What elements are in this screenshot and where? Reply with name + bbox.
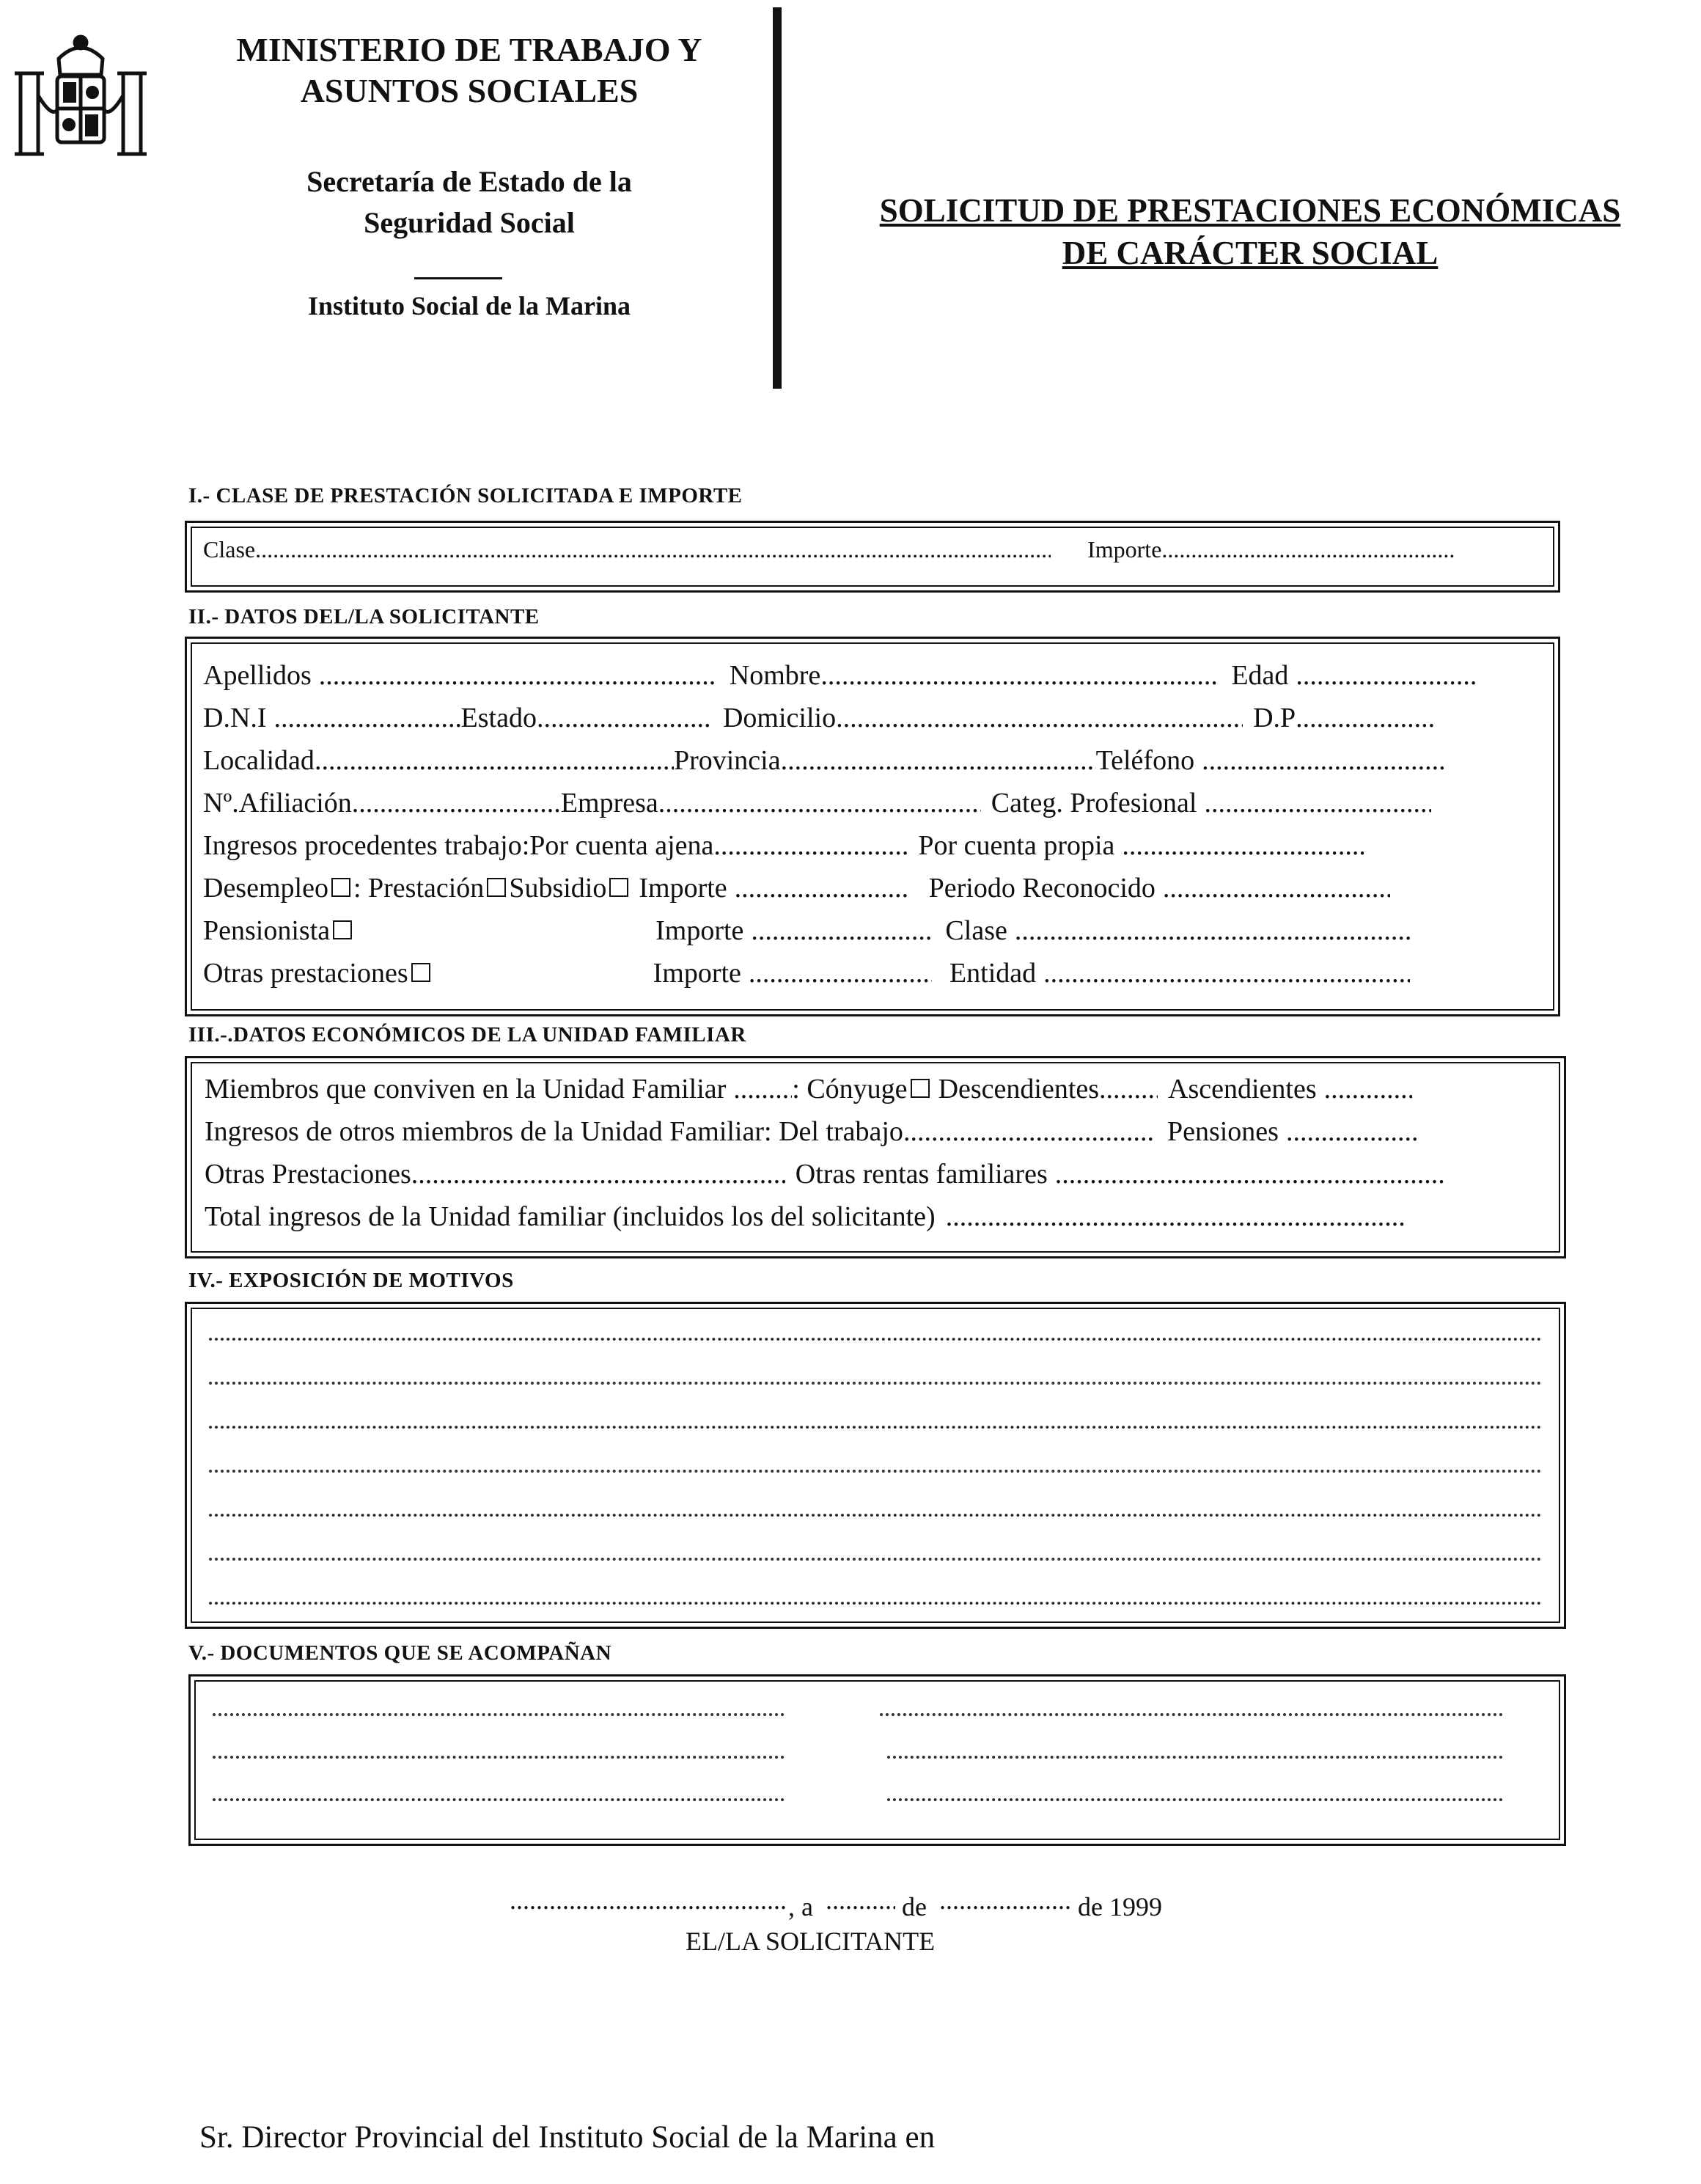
section-5-title: V.- DOCUMENTOS QUE SE ACOMPAÑAN <box>188 1641 612 1665</box>
pensiones-label: Pensiones <box>1167 1116 1279 1147</box>
entidad-field[interactable] <box>1043 957 1410 989</box>
section-4-box <box>185 1302 1566 1629</box>
pension-importe-label: Importe <box>655 915 744 946</box>
section-1-title: I.- CLASE DE PRESTACIÓN SOLICITADA E IMPORTE <box>188 484 743 507</box>
importe-field[interactable] <box>1161 536 1455 563</box>
ingresos-propia-field[interactable] <box>1122 829 1364 862</box>
secretaria-line-2: Seguridad Social <box>364 206 575 239</box>
clase-field[interactable] <box>255 536 1051 563</box>
documento-line[interactable] <box>880 1707 1503 1716</box>
form-title <box>807 189 1694 274</box>
estado-label: Estado <box>460 703 537 733</box>
edad-label: Edad <box>1231 660 1289 691</box>
apellidos-label: Apellidos <box>203 660 312 691</box>
otras-prestaciones-checkbox[interactable] <box>411 963 430 982</box>
motivos-line[interactable] <box>209 1332 1542 1341</box>
periodo-label: Periodo Reconocido <box>928 873 1156 904</box>
otras-rentas-label: Otras rentas familiares <box>795 1159 1048 1190</box>
section-1-box <box>185 521 1560 593</box>
desempleo-label: Desempleo <box>203 873 328 904</box>
edad-field[interactable] <box>1296 659 1475 692</box>
ingresos-otros-field[interactable] <box>903 1115 1153 1148</box>
section-3-box <box>185 1056 1566 1258</box>
telefono-field[interactable] <box>1202 744 1447 777</box>
afiliacion-label: Nº.Afiliación <box>203 788 352 818</box>
estado-field[interactable] <box>537 702 713 734</box>
section-3-title: III.-.DATOS ECONÓMICOS DE LA UNIDAD FAMILIAR <box>188 1023 746 1047</box>
descendientes-field[interactable] <box>1099 1073 1158 1105</box>
importe-label: Importe <box>1087 536 1162 563</box>
ascendientes-field[interactable] <box>1324 1073 1412 1105</box>
dp-field[interactable] <box>1296 702 1435 734</box>
ministry-name <box>191 29 748 111</box>
motivos-line[interactable] <box>209 1552 1542 1561</box>
director-line: Sr. Director Provincial del Instituto Social de la Marina en <box>199 2120 936 2155</box>
form-title-line-1: SOLICITUD DE PRESTACIONES ECONÓMICAS <box>879 192 1621 229</box>
pension-clase-label: Clase <box>945 915 1007 946</box>
domicilio-label: Domicilio <box>722 703 837 733</box>
categ-label: Categ. Profesional <box>991 788 1197 818</box>
descendientes-label: Descendientes <box>938 1074 1100 1104</box>
otras-importe-label: Importe <box>653 958 741 989</box>
miembros-field[interactable] <box>733 1073 792 1105</box>
apellidos-field[interactable] <box>319 659 715 692</box>
ministry-line-1: MINISTERIO DE TRABAJO Y <box>236 31 702 68</box>
otras-prest-label: Otras Prestaciones <box>205 1159 411 1190</box>
empresa-label: Empresa <box>560 788 658 818</box>
section-2-title: II.- DATOS DEL/LA SOLICITANTE <box>188 605 540 629</box>
pensionista-checkbox[interactable] <box>333 920 352 939</box>
section-4-title: IV.- EXPOSICIÓN DE MOTIVOS <box>188 1269 514 1292</box>
desempleo-checkbox[interactable] <box>331 878 350 897</box>
desempleo-importe-label: Importe <box>639 873 727 904</box>
localidad-label: Localidad <box>203 745 315 776</box>
empresa-field[interactable] <box>658 787 981 819</box>
prestacion-checkbox[interactable] <box>487 878 506 897</box>
vertical-rule <box>773 7 782 389</box>
total-ingresos-label: Total ingresos de la Unidad familiar (incluidos los del solicitante) <box>205 1201 936 1232</box>
ministry-line-2: ASUNTOS SOCIALES <box>300 72 639 109</box>
mes-field[interactable] <box>939 1885 1071 1916</box>
otras-rentas-field[interactable] <box>1055 1158 1444 1190</box>
conyuge-label: : Cónyuge <box>792 1074 908 1104</box>
instituto-name: Instituto Social de la Marina <box>307 291 631 320</box>
categ-field[interactable] <box>1204 787 1431 819</box>
documento-line[interactable] <box>213 1792 785 1801</box>
miembros-label: Miembros que conviven en la Unidad Familiar <box>205 1074 727 1104</box>
nombre-field[interactable] <box>820 659 1216 692</box>
periodo-field[interactable] <box>1163 872 1390 904</box>
pension-importe-field[interactable] <box>751 915 930 947</box>
conyuge-checkbox[interactable] <box>911 1079 930 1098</box>
documento-line[interactable] <box>887 1750 1503 1759</box>
section-2-box <box>185 637 1560 1016</box>
nombre-label: Nombre <box>729 660 821 691</box>
documento-line[interactable] <box>213 1707 785 1716</box>
dia-field[interactable] <box>826 1885 895 1916</box>
ingresos-ajena-label: Ingresos procedentes trabajo:Por cuenta ajena <box>203 830 714 861</box>
documento-line[interactable] <box>213 1750 785 1759</box>
subsidio-checkbox[interactable] <box>609 878 628 897</box>
motivos-line[interactable] <box>209 1420 1542 1429</box>
afiliacion-field[interactable] <box>352 787 561 819</box>
entidad-label: Entidad <box>949 958 1037 989</box>
secretaria-name <box>191 161 748 243</box>
year-text: de 1999 <box>1077 1892 1162 1921</box>
dni-label: D.N.I <box>203 703 267 733</box>
header-divider <box>414 277 502 279</box>
provincia-field[interactable] <box>781 744 1096 777</box>
domicilio-field[interactable] <box>836 702 1243 734</box>
localidad-field[interactable] <box>315 744 674 777</box>
pension-clase-field[interactable] <box>1015 915 1411 947</box>
dp-label: D.P <box>1253 703 1296 733</box>
pensiones-field[interactable] <box>1286 1115 1418 1148</box>
provincia-label: Provincia <box>673 745 781 776</box>
subsidio-label: Subsidio <box>509 873 607 904</box>
desempleo-importe-field[interactable] <box>735 872 907 904</box>
otras-prest-field[interactable] <box>411 1158 785 1190</box>
ingresos-ajena-field[interactable] <box>713 829 908 862</box>
coat-of-arms-icon <box>7 29 154 176</box>
pensionista-label: Pensionista <box>203 915 331 946</box>
telefono-label: Teléfono <box>1095 745 1195 776</box>
clase-label: Clase <box>203 536 256 563</box>
prestacion-label: : Prestación <box>353 873 485 904</box>
ingresos-propia-label: Por cuenta propia <box>918 830 1115 861</box>
dni-field[interactable] <box>274 702 461 734</box>
otras-importe-field[interactable] <box>749 957 932 989</box>
signature-place-date <box>510 1885 1162 1922</box>
solicitante-label: EL/LA SOLICITANTE <box>686 1927 936 1956</box>
a-text: , a <box>788 1892 813 1921</box>
ingresos-otros-label: Ingresos de otros miembros de la Unidad Familiar: Del trabajo <box>205 1116 903 1147</box>
secretaria-line-1: Secretaría de Estado de la <box>306 165 632 198</box>
total-ingresos-field[interactable] <box>946 1201 1404 1233</box>
ascendientes-label: Ascendientes <box>1168 1074 1317 1104</box>
documento-line[interactable] <box>887 1792 1503 1801</box>
motivos-line[interactable] <box>209 1464 1542 1473</box>
de-text: de <box>901 1892 927 1921</box>
motivos-line[interactable] <box>209 1596 1542 1605</box>
form-title-line-2: DE CARÁCTER SOCIAL <box>1062 235 1439 271</box>
lugar-field[interactable] <box>510 1885 788 1916</box>
section-5-box <box>188 1674 1566 1846</box>
motivos-line[interactable] <box>209 1508 1542 1517</box>
otras-prestaciones-label: Otras prestaciones <box>203 958 408 989</box>
motivos-line[interactable] <box>209 1376 1542 1385</box>
